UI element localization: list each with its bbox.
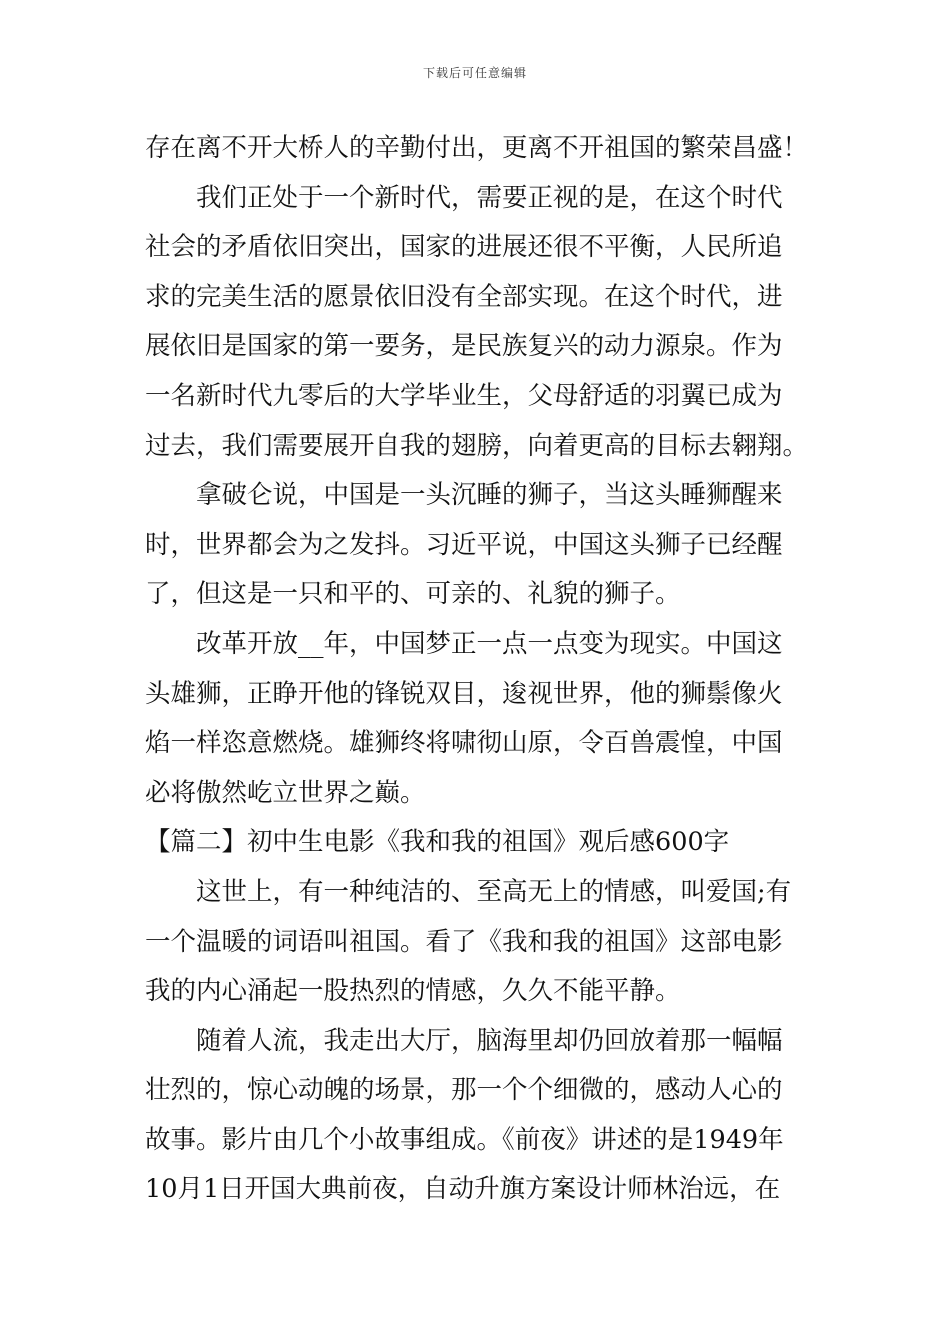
text-line: 10月1日开国大典前夜，自动升旗方案设计师林治远，在 — [145, 1174, 781, 1205]
text-line: 拿破仑说，中国是一头沉睡的狮子，当这头睡狮醒来 — [196, 480, 783, 511]
text-line: 这世上，有一种纯洁的、至高无上的情感，叫爱国;有 — [196, 876, 792, 907]
text-line: 了，但这是一只和平的、可亲的、礼貌的狮子。 — [145, 579, 681, 610]
paragraph — [145, 620, 809, 818]
text-line: 改革开放__年，中国梦正一点一点变为现实。中国这 — [196, 628, 783, 659]
text-line: 社会的矛盾依旧突出，国家的进展还很不平衡，人民所追 — [145, 232, 783, 263]
text-line: 过去，我们需要展开自我的翅膀，向着更高的目标去翱翔。 — [145, 430, 809, 461]
text-line: 壮烈的，惊心动魄的场景，那一个个细微的，感动人心的 — [145, 1075, 783, 1106]
text-line: 一名新时代九零后的大学毕业生，父母舒适的羽翼已成为 — [145, 380, 783, 411]
section-heading — [145, 818, 809, 868]
text-line: 随着人流，我走出大厅，脑海里却仍回放着那一幅幅 — [196, 1025, 783, 1056]
paragraph — [145, 1017, 809, 1215]
text-line: 头雄狮，正睁开他的锋锐双目，逡视世界，他的狮鬃像火 — [145, 678, 783, 709]
text-line: 我们正处于一个新时代，需要正视的是，在这个时代 — [196, 182, 783, 213]
page-header: 下载后可任意编辑 — [422, 66, 527, 80]
paragraph — [145, 174, 809, 472]
text-line: 焰一样恣意燃烧。雄狮终将啸彻山原，令百兽震惶，中国 — [145, 728, 783, 759]
paragraph — [145, 124, 809, 174]
document-body — [145, 124, 809, 1215]
text-line: 故事。影片由几个小故事组成。《前夜》讲述的是1949年 — [145, 1124, 784, 1155]
text-line: 展依旧是国家的第一要务，是民族复兴的动力源泉。作为 — [145, 331, 783, 362]
text-line: 必将傲然屹立世界之巅。 — [145, 777, 426, 808]
paragraph — [145, 471, 809, 620]
text-line: 我的内心涌起一股热烈的情感，久久不能平静。 — [145, 976, 681, 1007]
text-line: 一个温暖的词语叫祖国。看了《我和我的祖国》这部电影 — [145, 926, 783, 957]
text-line: 存在离不开大桥人的辛勤付出，更离不开祖国的繁荣昌盛！ — [145, 133, 809, 163]
heading-line: 【篇二】初中生电影《我和我的祖国》观后感600字 — [145, 827, 730, 858]
text-line: 时，世界都会为之发抖。习近平说，中国这头狮子已经醒 — [145, 529, 783, 560]
text-line: 求的完美生活的愿景依旧没有全部实现。在这个时代，进 — [145, 281, 783, 312]
paragraph — [145, 868, 809, 1017]
